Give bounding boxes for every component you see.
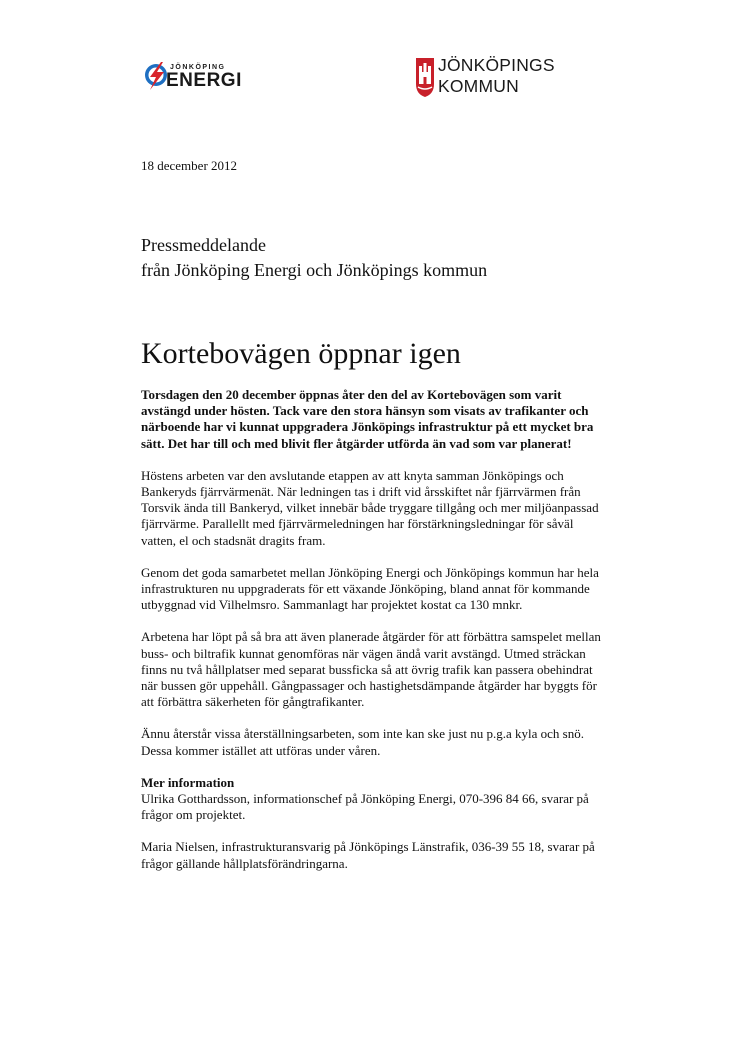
contact-2: Maria Nielsen, infrastrukturansvarig på Jönköpings Länstrafik, 036-39 55 18, svarar på frågor gällande hållplatsförändringarna. (141, 839, 595, 871)
more-info-title: Mer information (141, 774, 235, 790)
press-release-kicker (141, 233, 487, 283)
release-date: 18 december 2012 (141, 158, 238, 173)
contact-1: Ulrika Gotthardsson, informationschef på Jönköping Energi, 070-396 84 66, svarar på frågor om projektet. (141, 791, 589, 823)
body-paragraph-2: Genom det goda samarbetet mellan Jönköping Energi och Jönköpings kommun har hela infrastrukturen nu uppgraderats för ett växande Jönköping, bland annat för kommande utbyggnad vid Vilhelmsro. Sammanlagt har projektet kostat ca 130 mnkr. (141, 564, 599, 613)
kommun-logo-line1: JÖNKÖPINGS (438, 55, 555, 75)
body-paragraph-4: Ännu återstår vissa återställningsarbeten, som inte kan ske just nu p.g.a kyla och snö. Dessa kommer istället att utföras under våren. (141, 726, 584, 758)
jonkoping-energi-logo (144, 60, 264, 92)
kommun-logo-line2: KOMMUN (438, 76, 519, 96)
kicker-line1: Pressmeddelande (141, 235, 266, 255)
jonkopings-kommun-logo (415, 56, 585, 100)
body-paragraph-3: Arbetena har löpt på så bra att även planerade åtgärder för att förbättra samspelet mellan buss- och biltrafik kunnat genomföras när vägen ändå varit avstängd. Utmed sträckan finns nu två hållplatser med separat bussficka så att övrig trafik kan passera obehindrat när bussen gör uppehåll. Gångpassager och hastighetsdämpande åtgärder har byggts för att förbättra säkerheten för gångtrafikanter. (141, 629, 601, 710)
energi-logo-big-text: ENERGI (166, 70, 242, 91)
article-body (141, 387, 605, 888)
kicker-line2: från Jönköping Energi och Jönköpings kommun (141, 260, 488, 280)
energi-logo-small-text: JÖNKÖPING (170, 64, 226, 71)
lead-paragraph: Torsdagen den 20 december öppnas åter den del av Kortebovägen som varit avstängd under hösten. Tack vare den stora hänsyn som visats av trafikanter och närboende har vi kunnat uppgradera Jönköpings infrastruktur på ett mycket bra sätt. Det har till och med blivit fler åtgärder utförda än vad som var planerat! (141, 387, 594, 451)
kommun-shield-icon (415, 56, 435, 98)
headline: Kortebovägen öppnar igen (141, 337, 461, 370)
body-paragraph-1: Höstens arbeten var den avslutande etappen av att knyta samman Jönköpings och Bankeryds fjärrvärmenät. När ledningen tas i drift vid årsskiftet når fjärrvärmen från Torsvik ända till Bankeryd, vilket innebär både tryggare tillgång och mer miljöanpassad fjärrvärme. Parallellt med fjärrvärmeledningen har förstärkningsledningar för såväl vatten, el och stadsnät dragits fram. (141, 467, 599, 548)
